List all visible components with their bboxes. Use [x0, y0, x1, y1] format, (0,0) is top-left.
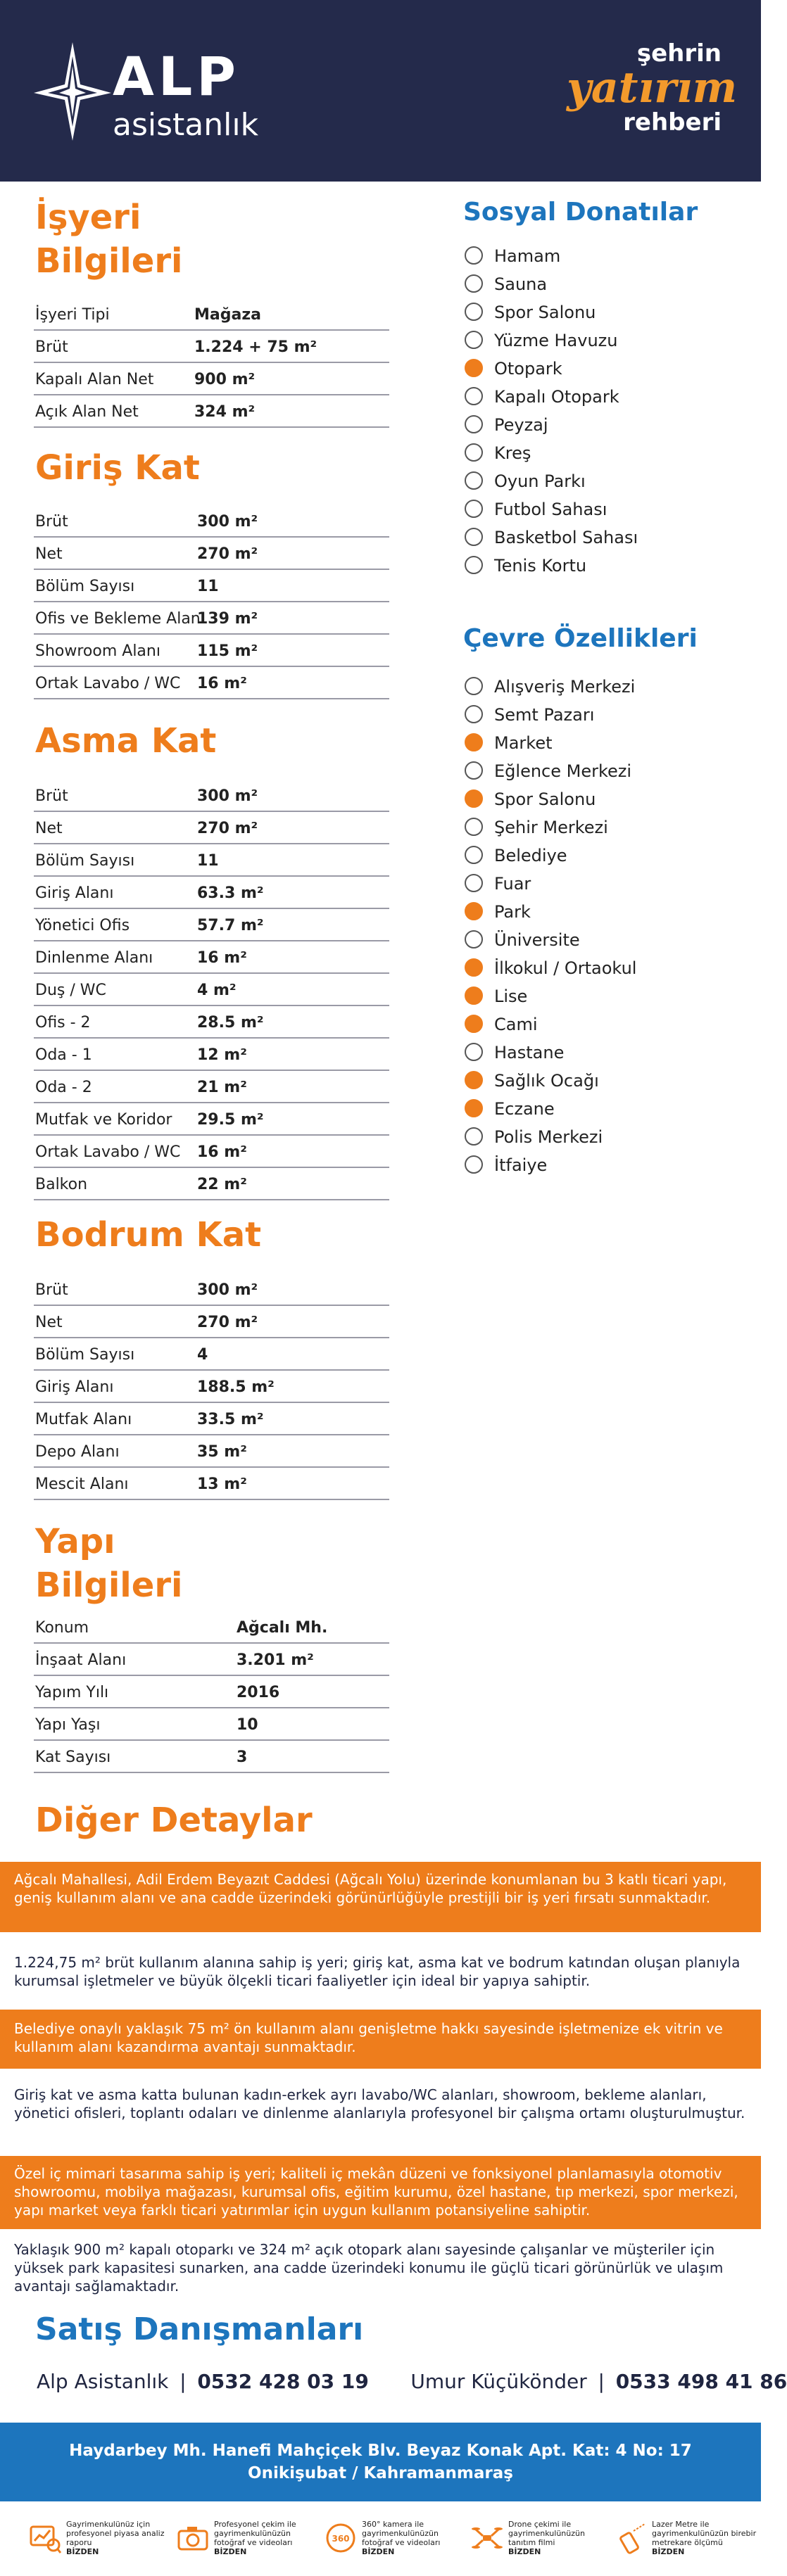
- giris-row-label: Net: [35, 545, 63, 563]
- yapi-row-value: 2016: [237, 1684, 280, 1701]
- checked-circle-icon: [465, 1071, 483, 1089]
- asma-row-value: 57.7 m²: [197, 917, 264, 934]
- giris-row: [34, 505, 389, 538]
- separator-2: |: [598, 2370, 605, 2393]
- service-tag: BİZDEN: [652, 2547, 685, 2556]
- sosyal-item-label: Kapalı Otopark: [494, 387, 619, 407]
- isyeri-row: [34, 395, 389, 428]
- address-line1: Haydarbey Mh. Hanefi Mahçiçek Blv. Beyaz Konak Apt. Kat: 4 No: 17: [69, 2442, 692, 2460]
- sosyal-item-label: Spor Salonu: [494, 303, 596, 322]
- bodrum-row: [34, 1274, 389, 1306]
- details-paragraph-2: 1.224,75 m² brüt kullanım alanına sahip iş yeri; giriş kat, asma kat ve bodrum katından oluşan planıyla kurumsal işletmeler ve büyük ölçekli ticari faaliyetler için ideal bir yapıya sahiptir.: [14, 1954, 741, 1989]
- sosyal-item-label: Tenis Kortu: [494, 556, 587, 576]
- checked-circle-icon: [465, 986, 483, 1005]
- service-description: Profesyonel çekim ile gayrimenkulünüzün fotoğraf ve videoları: [214, 2520, 296, 2547]
- isyeri-title-line1: İşyeri: [35, 198, 141, 237]
- giris-row-label: Showroom Alanı: [35, 642, 160, 660]
- asma-row: [34, 1039, 389, 1071]
- drone-icon: [470, 2521, 504, 2555]
- sosyal-item: [463, 495, 745, 524]
- service-item: [614, 2518, 755, 2568]
- cevre-item: [463, 813, 745, 842]
- cevre-item-label: Alışveriş Merkezi: [494, 677, 636, 697]
- header-banner: [0, 0, 761, 182]
- sosyal-item-label: Sauna: [494, 274, 548, 294]
- bodrum-row-value: 270 m²: [197, 1314, 258, 1331]
- sosyal-item: [463, 411, 745, 439]
- asma-row: [34, 1136, 389, 1168]
- giris-row-value: 139 m²: [197, 610, 258, 628]
- asma-row-value: 22 m²: [197, 1176, 247, 1193]
- giris-row: [34, 635, 389, 667]
- laser-meter-icon: [614, 2521, 648, 2555]
- asma-row-value: 21 m²: [197, 1079, 247, 1096]
- sosyal-item: [463, 439, 745, 467]
- yapi-table: [34, 1611, 389, 1773]
- yapi-row: [34, 1676, 389, 1708]
- empty-circle-icon: [465, 528, 483, 546]
- isyeri-row-value: Mağaza: [194, 306, 261, 324]
- bodrum-row-value: 13 m²: [197, 1476, 247, 1493]
- empty-circle-icon: [465, 818, 483, 836]
- asma-row-value: 11: [197, 852, 219, 870]
- sosyal-checklist: [463, 242, 745, 580]
- star-logo-icon: [34, 42, 111, 141]
- yapi-row-label: Kat Sayısı: [35, 1749, 111, 1766]
- service-text: [508, 2520, 614, 2556]
- empty-circle-icon: [465, 556, 483, 574]
- yapi-row: [34, 1708, 389, 1741]
- isyeri-table: [34, 298, 389, 428]
- checked-circle-icon: [465, 1099, 483, 1117]
- giris-row-label: Ofis ve Bekleme Alanı: [35, 610, 205, 628]
- service-text: [362, 2520, 467, 2556]
- yapi-row-value: 3: [237, 1749, 248, 1766]
- asma-row-label: Yönetici Ofis: [35, 917, 130, 934]
- cevre-item-label: Sağlık Ocağı: [494, 1071, 599, 1091]
- consultant-2-phone[interactable]: 0533 498 41 86: [615, 2370, 787, 2393]
- bodrum-row: [34, 1435, 389, 1468]
- bodrum-row: [34, 1371, 389, 1403]
- sosyal-item-label: Futbol Sahası: [494, 500, 607, 519]
- cevre-item-label: İtfaiye: [494, 1155, 548, 1175]
- cevre-item: [463, 1067, 745, 1095]
- empty-circle-icon: [465, 705, 483, 723]
- yapi-row-label: Konum: [35, 1619, 89, 1637]
- giris-row-value: 270 m²: [197, 545, 258, 563]
- brand-name: ALP: [113, 45, 240, 108]
- asma-row: [34, 1006, 389, 1039]
- asma-row-value: 270 m²: [197, 820, 258, 837]
- cevre-item-label: Eğlence Merkezi: [494, 761, 632, 781]
- asma-row-value: 16 m²: [197, 949, 247, 967]
- 360-camera-icon: [324, 2521, 358, 2555]
- isyeri-row-label: Kapalı Alan Net: [35, 371, 154, 388]
- sosyal-item: [463, 355, 745, 383]
- sosyal-item: [463, 298, 745, 326]
- giris-row-label: Bölüm Sayısı: [35, 578, 135, 595]
- consultant-2-name: Umur Küçükönder: [410, 2370, 587, 2393]
- asma-title: Asma Kat: [35, 721, 217, 761]
- giris-row-label: Brüt: [35, 513, 68, 531]
- giris-title: Giriş Kat: [35, 448, 200, 488]
- giris-row: [34, 570, 389, 602]
- asma-row: [34, 812, 389, 844]
- service-text: [214, 2520, 320, 2556]
- checked-circle-icon: [465, 958, 483, 977]
- bodrum-row: [34, 1468, 389, 1500]
- slogan: [567, 39, 738, 137]
- sosyal-item: [463, 270, 745, 298]
- slogan-line1: şehrin: [636, 39, 722, 68]
- bodrum-row-value: 300 m²: [197, 1281, 258, 1299]
- cevre-item: [463, 898, 745, 926]
- asma-row-value: 16 m²: [197, 1143, 247, 1161]
- isyeri-row-label: Açık Alan Net: [35, 403, 139, 421]
- service-item: [324, 2518, 465, 2568]
- asma-row-label: Ortak Lavabo / WC: [35, 1143, 181, 1161]
- cevre-item-label: Park: [494, 902, 531, 922]
- cevre-item-label: Şehir Merkezi: [494, 818, 608, 837]
- cevre-item: [463, 1123, 745, 1151]
- service-item: [470, 2518, 611, 2568]
- asma-row-label: Balkon: [35, 1176, 88, 1193]
- cevre-item: [463, 926, 745, 954]
- details-title: Diğer Detaylar: [35, 1801, 313, 1840]
- empty-circle-icon: [465, 846, 483, 864]
- service-description: Drone çekimi ile gayrimenkulünüzün tanıtım filmi: [508, 2520, 585, 2547]
- sosyal-item: [463, 524, 745, 552]
- asma-row: [34, 844, 389, 877]
- checked-circle-icon: [465, 902, 483, 920]
- cevre-item: [463, 729, 745, 757]
- cevre-item: [463, 870, 745, 898]
- details-paragraph-5: Özel iç mimari tasarıma sahip iş yeri; kaliteli iç mekân düzeni ve fonksiyonel planlamasıyla otomotiv showroomu, mobilya mağazası, kurumsal ofis, eğitim kurumu, özel hastane, tıp merkezi, spor merkezi, yapı market veya farklı ticari yatırımlar için uygun kullanım potansiyeline sahiptir.: [0, 2156, 761, 2229]
- asma-row-label: Duş / WC: [35, 982, 106, 999]
- cevre-item-label: Üniversite: [494, 930, 580, 950]
- slogan-line2: yatırım: [567, 63, 738, 113]
- yapi-title: [35, 1520, 182, 1607]
- asma-row: [34, 877, 389, 909]
- asma-row: [34, 1168, 389, 1200]
- bodrum-row-label: Mutfak Alanı: [35, 1411, 132, 1428]
- asma-row-value: 28.5 m²: [197, 1014, 264, 1032]
- sosyal-item-label: Yüzme Havuzu: [494, 331, 618, 350]
- bodrum-row-label: Net: [35, 1314, 63, 1331]
- asma-row-value: 12 m²: [197, 1046, 247, 1064]
- address-line2: Onikişubat / Kahramanmaraş: [248, 2464, 513, 2482]
- cevre-item-label: Hastane: [494, 1043, 565, 1062]
- isyeri-row-value: 1.224 + 75 m²: [194, 338, 317, 356]
- brand-subtitle: asistanlık: [113, 107, 259, 143]
- isyeri-row-label: Brüt: [35, 338, 68, 356]
- asma-row: [34, 909, 389, 941]
- sales-contacts: [37, 2370, 787, 2393]
- empty-circle-icon: [465, 677, 483, 695]
- sosyal-item-label: Otopark: [494, 359, 562, 379]
- yapi-row-label: Yapım Yılı: [35, 1684, 109, 1701]
- cevre-item: [463, 757, 745, 785]
- asma-row-label: Net: [35, 820, 63, 837]
- asma-row: [34, 974, 389, 1006]
- asma-row: [34, 941, 389, 974]
- empty-circle-icon: [465, 443, 483, 462]
- cevre-item-label: Cami: [494, 1015, 538, 1034]
- sosyal-item-label: Oyun Parkı: [494, 471, 586, 491]
- isyeri-row-value: 900 m²: [194, 371, 256, 388]
- asma-row-label: Oda - 2: [35, 1079, 92, 1096]
- sosyal-item: [463, 383, 745, 411]
- giris-row-value: 300 m²: [197, 513, 258, 531]
- service-description: Gayrimenkulünüz için profesyonel piyasa analiz raporu: [66, 2520, 165, 2547]
- details-paragraph-1: Ağcalı Mahallesi, Adil Erdem Beyazıt Caddesi (Ağcalı Yolu) üzerinde konumlanan bu 3 katlı ticari yapı, geniş kullanım alanı ve ana cadde üzerindeki görünürlüğüyle prestijli bir iş yeri fırsatı sunmaktadır.: [0, 1862, 761, 1932]
- service-tag: BİZDEN: [508, 2547, 541, 2556]
- separator-1: |: [180, 2370, 187, 2393]
- giris-row: [34, 538, 389, 570]
- isyeri-row-label: İşyeri Tipi: [35, 306, 110, 324]
- empty-circle-icon: [465, 500, 483, 518]
- empty-circle-icon: [465, 1127, 483, 1146]
- cevre-item: [463, 982, 745, 1010]
- brand-logo: [34, 42, 266, 141]
- asma-row-label: Ofis - 2: [35, 1014, 91, 1032]
- isyeri-title: [35, 196, 182, 283]
- slogan-line3: rehberi: [623, 108, 722, 137]
- sosyal-item: [463, 242, 745, 270]
- giris-row-label: Ortak Lavabo / WC: [35, 675, 181, 692]
- empty-circle-icon: [465, 761, 483, 780]
- yapi-row-label: İnşaat Alanı: [35, 1651, 127, 1669]
- asma-row-value: 63.3 m²: [197, 884, 264, 902]
- asma-row-value: 29.5 m²: [197, 1111, 264, 1129]
- sosyal-item: [463, 467, 745, 495]
- empty-circle-icon: [465, 874, 483, 892]
- service-tag: BİZDEN: [362, 2547, 395, 2556]
- asma-row: [34, 1071, 389, 1103]
- consultant-1-phone[interactable]: 0532 428 03 19: [197, 2370, 369, 2393]
- empty-circle-icon: [465, 1155, 483, 1174]
- giris-row-value: 16 m²: [197, 675, 247, 692]
- cevre-item: [463, 673, 745, 701]
- empty-circle-icon: [465, 274, 483, 293]
- giris-row-value: 11: [197, 578, 219, 595]
- yapi-row-value: 10: [237, 1716, 258, 1734]
- bodrum-row-label: Giriş Alanı: [35, 1378, 114, 1396]
- empty-circle-icon: [465, 331, 483, 349]
- bodrum-row: [34, 1306, 389, 1338]
- asma-row-label: Bölüm Sayısı: [35, 852, 135, 870]
- asma-row-label: Mutfak ve Koridor: [35, 1111, 172, 1129]
- empty-circle-icon: [465, 1043, 483, 1061]
- sosyal-item-label: Peyzaj: [494, 415, 548, 435]
- cevre-item-label: Eczane: [494, 1099, 555, 1119]
- service-tag: BİZDEN: [66, 2547, 99, 2556]
- cevre-item-label: Belediye: [494, 846, 567, 865]
- cevre-item: [463, 1039, 745, 1067]
- cevre-item-label: Spor Salonu: [494, 789, 596, 809]
- cevre-checklist: [463, 673, 745, 1179]
- asma-row-label: Giriş Alanı: [35, 884, 114, 902]
- bodrum-row-label: Depo Alanı: [35, 1443, 120, 1461]
- details-paragraph-4: Giriş kat ve asma katta bulunan kadın-erkek ayrı lavabo/WC alanları, showroom, bekleme alanları, yönetici ofisleri, toplantı odaları ve dinlenme alanlarıyla profesyonel bir çalışma ortamı oluşturulmuştur.: [14, 2086, 745, 2121]
- checked-circle-icon: [465, 1015, 483, 1033]
- services-strip: [0, 2501, 761, 2576]
- isyeri-title-line2: Bilgileri: [35, 241, 183, 281]
- yapi-title-line1: Yapı: [35, 1522, 115, 1561]
- yapi-row: [34, 1611, 389, 1644]
- asma-row-value: 300 m²: [197, 787, 258, 805]
- sosyal-item: [463, 552, 745, 580]
- empty-circle-icon: [465, 415, 483, 433]
- empty-circle-icon: [465, 930, 483, 948]
- cevre-item: [463, 842, 745, 870]
- yapi-row-value: Ağcalı Mh.: [237, 1619, 328, 1637]
- service-item: [28, 2518, 169, 2568]
- bodrum-row-value: 188.5 m²: [197, 1378, 275, 1396]
- bodrum-table: [34, 1274, 389, 1500]
- cevre-item: [463, 954, 745, 982]
- empty-circle-icon: [465, 303, 483, 321]
- service-tag: BİZDEN: [214, 2547, 247, 2556]
- asma-row-label: Dinlenme Alanı: [35, 949, 153, 967]
- camera-icon: [176, 2521, 210, 2555]
- sosyal-item-label: Basketbol Sahası: [494, 528, 638, 547]
- cevre-item-label: Semt Pazarı: [494, 705, 595, 725]
- yapi-row: [34, 1741, 389, 1773]
- cevre-item-label: İlkokul / Ortaokul: [494, 958, 637, 978]
- bodrum-row-value: 35 m²: [197, 1443, 247, 1461]
- sosyal-title: Sosyal Donatılar: [463, 198, 698, 227]
- asma-row-label: Brüt: [35, 787, 68, 805]
- bodrum-row: [34, 1338, 389, 1371]
- asma-table: [34, 780, 389, 1200]
- sales-title: Satış Danışmanları: [35, 2311, 364, 2347]
- asma-row: [34, 780, 389, 812]
- bodrum-row-value: 4: [197, 1346, 208, 1364]
- cevre-item-label: Lise: [494, 986, 528, 1006]
- yapi-title-line2: Bilgileri: [35, 1566, 183, 1605]
- chart-icon: [28, 2521, 62, 2555]
- bodrum-row-label: Bölüm Sayısı: [35, 1346, 135, 1364]
- checked-circle-icon: [465, 733, 483, 751]
- bodrum-row-value: 33.5 m²: [197, 1411, 264, 1428]
- cevre-item: [463, 785, 745, 813]
- asma-row-value: 4 m²: [197, 982, 237, 999]
- asma-row-label: Oda - 1: [35, 1046, 92, 1064]
- empty-circle-icon: [465, 471, 483, 490]
- checked-circle-icon: [465, 789, 483, 808]
- cevre-item: [463, 1010, 745, 1039]
- asma-row: [34, 1103, 389, 1136]
- details-paragraph-6: Yaklaşık 900 m² kapalı otoparkı ve 324 m² açık otopark alanı sayesinde çalışanlar ve müşteriler için yüksek park kapasitesi sunarken, ana cadde üzerindeki konumu ile güçlü ticari görünürlük ve ulaşım avantajı sağlamaktadır.: [14, 2241, 724, 2295]
- bodrum-title: Bodrum Kat: [35, 1215, 262, 1255]
- service-item: [176, 2518, 317, 2568]
- service-text: [66, 2520, 172, 2556]
- yapi-row-label: Yapı Yaşı: [35, 1716, 101, 1734]
- giris-row-value: 115 m²: [197, 642, 258, 660]
- giris-table: [34, 505, 389, 699]
- yapi-row: [34, 1644, 389, 1676]
- checked-circle-icon: [465, 359, 483, 377]
- giris-row: [34, 602, 389, 635]
- cevre-item-label: Polis Merkezi: [494, 1127, 603, 1147]
- cevre-item: [463, 1151, 745, 1179]
- cevre-item-label: Market: [494, 733, 553, 753]
- bodrum-row-label: Brüt: [35, 1281, 68, 1299]
- details-paragraph-3: Belediye onaylı yaklaşık 75 m² ön kullanım alanı genişletme hakkı sayesinde işletmenize ek vitrin ve kullanım alanı kazandırma avantajı sunmaktadır.: [0, 2010, 761, 2069]
- empty-circle-icon: [465, 387, 483, 405]
- address-bar: [0, 2423, 761, 2501]
- cevre-item: [463, 1095, 745, 1123]
- bodrum-row-label: Mescit Alanı: [35, 1476, 129, 1493]
- empty-circle-icon: [465, 246, 483, 265]
- cevre-item: [463, 701, 745, 729]
- isyeri-row-value: 324 m²: [194, 403, 256, 421]
- service-text: [652, 2520, 757, 2556]
- bodrum-row: [34, 1403, 389, 1435]
- consultant-1-name: Alp Asistanlık: [37, 2370, 169, 2393]
- isyeri-row: [34, 363, 389, 395]
- isyeri-row: [34, 298, 389, 331]
- cevre-item-label: Fuar: [494, 874, 531, 894]
- service-description: Lazer Metre ile gayrimenkulünüzün birebir metrekare ölçümü: [652, 2520, 757, 2547]
- sosyal-item: [463, 326, 745, 355]
- service-description: 360° kamera ile gayrimenkulünüzün fotoğraf ve videoları: [362, 2520, 441, 2547]
- svg-text:360: 360: [332, 2534, 350, 2544]
- yapi-row-value: 3.201 m²: [237, 1651, 314, 1669]
- isyeri-row: [34, 331, 389, 363]
- cevre-title: Çevre Özellikleri: [463, 624, 698, 653]
- sosyal-item-label: Kreş: [494, 443, 531, 463]
- giris-row: [34, 667, 389, 699]
- sosyal-item-label: Hamam: [494, 246, 561, 266]
